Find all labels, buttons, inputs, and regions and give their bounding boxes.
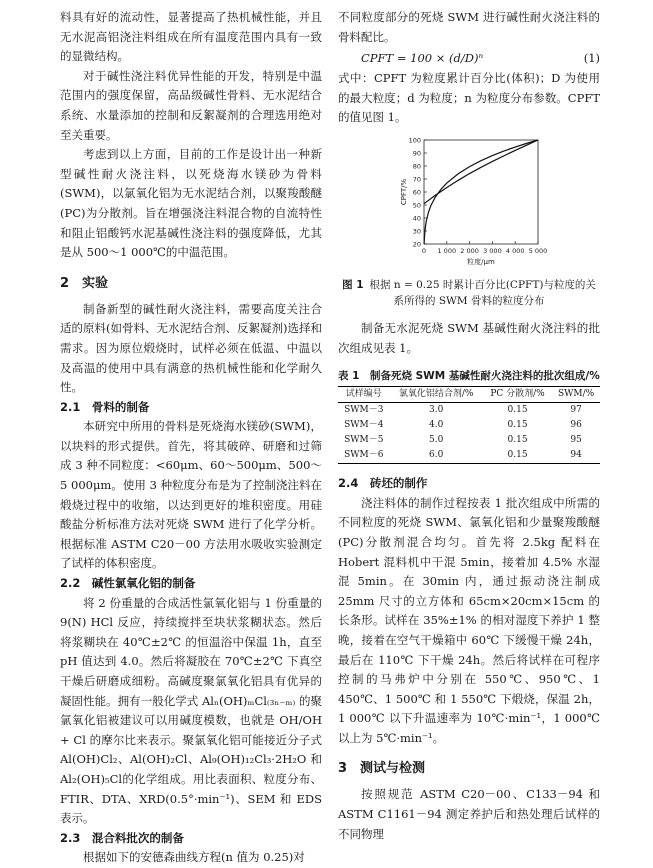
figure-1 <box>338 134 600 309</box>
table-header-row <box>338 387 600 403</box>
table-cell: SWM－6 <box>344 450 384 461</box>
y-tick-label: 50 <box>412 201 421 210</box>
table-cell: 3.0 <box>429 405 444 416</box>
table-row <box>338 433 600 448</box>
paragraph-left-4: 制备新型的碱性耐火浇注料，需要高度关注合适的原料(如骨料、无水泥结合剂、反絮凝剂)选择和需求。因为原位煅烧时，试样必须在低温、中温以及高温的使用中具有满意的热机械性能和化学耐久性。 <box>60 301 322 395</box>
table-row <box>338 418 600 433</box>
x-tick-label: 5 000 <box>528 246 548 255</box>
paragraph-left-1: 料具有好的流动性，显著提高了热机械性能，并且无水泥高铝浇注料组成在所有温度范围内具有一致的显微结构。 <box>60 10 322 64</box>
y-tick-label: 40 <box>412 214 421 223</box>
table-cell: 95 <box>570 435 582 446</box>
paragraph-right-2: 式中：CPFT 为粒度累计百分比(体积)；D 为使用的最大粒度；d 为粒度；n 为粒度分布参数。CPFT 的值见图 1。 <box>338 71 600 125</box>
table-cell: SWM－3 <box>344 405 384 416</box>
table-header-cell: SWM/% <box>557 389 595 400</box>
figure-caption <box>338 277 600 309</box>
equation-1 <box>338 47 600 69</box>
y-tick-label: 80 <box>412 162 421 171</box>
figure-number: 图 1 <box>342 278 364 291</box>
paragraph-right-3: 制备无水泥死烧 SWM 基碱性耐火浇注料的批次组成见表 1。 <box>338 320 600 355</box>
paragraph-right-1: 不同粒度部分的死烧 SWM 进行碱性耐火浇注料的骨料配比。 <box>338 10 600 44</box>
subsection-heading-2-1: 2.1 骨料的制备 <box>60 399 150 414</box>
paragraph-right-4: 浇注料体的制作过程按表 1 批次组成中所需的不同粒度的死烧 SWM、氯氧化铝和少量聚羧酸醚(PC)分散剂混合均匀。首先将 2.5kg 配料在 Hobert 混料机中干混 5min，接着加 4.5% 水湿混 5min。在 30min 内，通过振动浇注制成 25mm 尺寸的立方体和 65cm×20cm×15cm 的长条形。试样在 35%±1% 的相对湿度下养护 1 整晚，接着在空气干燥箱中 60℃ 下缓慢干燥 24h，最后在 110℃ 下干燥 24h。然后将试样在可程序控制的马弗炉中分别在 550℃、950℃、1 450℃、1 500℃ 和 1 550℃ 下煅烧，保温 2h，1 000℃ 以下升温速率为 10℃·min⁻¹，1 000℃ 以上为 5℃·min⁻¹。 <box>338 495 600 745</box>
section-heading-testing: 3 测试与检测 <box>338 761 426 777</box>
x-tick-label: 4 000 <box>505 246 525 255</box>
y-tick-label: 70 <box>412 175 421 184</box>
y-tick-label: 100 <box>408 136 421 145</box>
paragraph-left-7: 根据如下的安德森曲线方程(n 值为 0.25)对 <box>83 850 305 865</box>
table-row <box>338 448 600 464</box>
table-header-cell: 试样编号 <box>345 389 382 400</box>
paragraph-left-6: 将 2 份重量的合成活性氯氧化铝与 1 份重量的 9(N) HCl 反应，持续搅拌至块状浆糊状态。然后将浆糊块在 40℃±2℃ 的恒温浴中保温 1h，直至 pH 值达到 4.0。然后将凝胶在 70℃±2℃ 下真空干燥后研磨成细粉。高碱度聚氯氧化铝具有优异的凝固性能。拥有一般化学式 Alₙ(OH)ₘCl₍₃ₙ₋ₘ₎ 的聚氯氧化铝被建议可以用碱度模数，也就是 OH/OH + Cl 的摩尔比来表示。聚氯氧化铝可能接近分子式 Al(OH)Cl₂、Al(OH)₂Cl、Al₉(OH)₁₂Cl₃·2H₂O 和 Al₂(OH)₅Cl的化学组成。用比表面积、粒度分布、FTIR、DTA、XRD(0.5°·min⁻¹)、SEM 和 EDS 表示。 <box>60 595 322 826</box>
figure-caption-text: 根据 n = 0.25 时累计百分比(CPFT)与粒度的关系所得的 SWM 骨料的粒度分布 <box>369 278 596 307</box>
table-header-cell: 氯氧化铝结合剂/% <box>398 389 474 400</box>
section-heading-experiment: 2 实验 <box>60 275 109 291</box>
y-axis-label: CPFT/% <box>400 178 408 206</box>
paragraph-left-2: 对于碱性浇注料优异性能的开发，特别是中温范围内的强度保留，高品级碱性骨料、无水泥结合系统、水量添加的控制和反絮凝剂的合理选用绝对至关重要。 <box>60 68 322 142</box>
table-cell: SWM－5 <box>344 435 384 446</box>
table-cell: 4.0 <box>429 420 444 431</box>
table-cell: 0.15 <box>507 435 528 446</box>
table-cell: 0.15 <box>507 420 528 431</box>
x-tick-label: 3 000 <box>483 246 502 255</box>
subsection-heading-2-2: 2.2 碱性氯氧化铝的制备 <box>60 576 196 591</box>
subsection-heading-2-4: 2.4 砖坯的制作 <box>338 476 428 491</box>
cpft-chart <box>338 134 600 269</box>
batch-composition-table <box>338 386 600 464</box>
table-header-cell: PC 分散剂/% <box>490 389 545 400</box>
y-tick-label: 90 <box>412 149 421 158</box>
subsection-heading-2-3: 2.3 混合料批次的制备 <box>60 830 184 845</box>
paragraph-left-3: 考虑到以上方面，目前的工作是设计出一种新型碱性耐火浇注料，以死烧海水镁砂为骨料(SWM)，以氯氧化铝为无水泥结合剂，以聚羧酸醚(PC)为分散剂。旨在增强浇注料混合物的自流特性和阻止铝酸钙水泥基碱性浇注料的强度降低，尤其是从 500～1 000℃的中温范围。 <box>60 147 322 260</box>
paragraph-left-5: 本研究中所用的骨料是死烧海水镁砂(SWM)，以块料的形式提供。首先，将其破碎、研磨和过筛成 3 种不同粒度：<60μm、60～500μm、500～5 000μm。使用 3 种粒度分布是为了控制浇注料在煅烧过程中的收缩，以达到更好的堆积密度。用硅酸盐分析标准方法对死烧 SWM 进行了化学分析。根据标准 ASTM C20－00 方法用水吸收实验测定了试样的体积密度。 <box>60 419 322 571</box>
table-cell: 97 <box>570 405 582 416</box>
table-row <box>338 403 600 419</box>
x-axis-label: 粒度/μm <box>467 257 495 266</box>
x-tick-label: 1 000 <box>437 246 457 255</box>
y-tick-label: 60 <box>412 188 421 197</box>
table-cell: 96 <box>570 420 582 431</box>
table-cell: SWM－4 <box>344 420 384 431</box>
y-tick-label: 30 <box>412 227 421 236</box>
table-caption: 表 1 制备死烧 SWM 基碱性耐火浇注料的批次组成/% <box>338 370 600 383</box>
table-cell: 0.15 <box>507 450 528 461</box>
x-tick-label: 0 <box>421 246 427 255</box>
right-column <box>338 8 600 844</box>
paragraph-right-5: 按照规范 ASTM C20－00、C133－94 和 ASTM C1161－94 测定养护后和热处理后试样的不同物理 <box>338 787 600 841</box>
equation-number: (1) <box>583 51 600 66</box>
table-cell: 94 <box>570 450 582 461</box>
equation-body: CPFT = 100 × (d/D)ⁿ <box>361 51 484 66</box>
table-cell: 6.0 <box>429 450 444 461</box>
x-tick-label: 2 000 <box>460 246 479 255</box>
y-tick-label: 20 <box>412 240 421 249</box>
table-cell: 0.15 <box>507 405 528 416</box>
left-column <box>60 8 322 868</box>
table-cell: 5.0 <box>429 435 444 446</box>
series-line-2 <box>424 140 538 204</box>
